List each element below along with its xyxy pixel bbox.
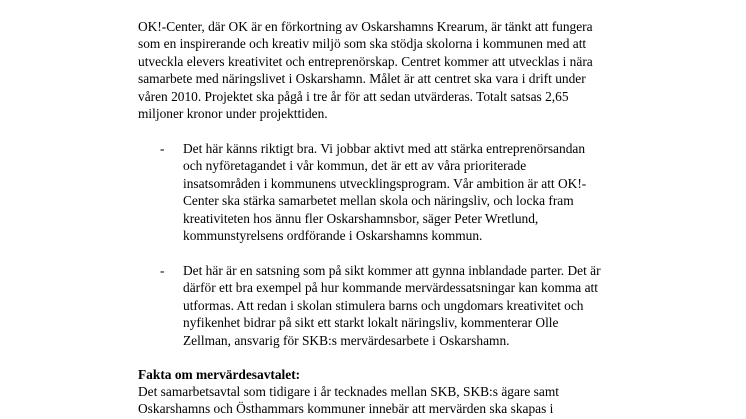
quote-text: Det här är en satsning som på sikt kommer att gynna inblandade parter. Det är därför ett bra exempel på hur kommande mervärdessatsningar kan komma att utformas. Att redan i skolan stimulera barns och ungdomars kreativitet och nyfikenhet bidrar på sikt ett starkt lokalt näringsliv, kommenterar Olle Zellman, ansvarig för SKB:s mervärdesarbete i Oskarshamn.	[183, 263, 601, 348]
intro-paragraph: OK!-Center, där OK är en förkortning av Oskarshamns Krearum, är tänkt att fungera som en inspirerande och kreativ miljö som ska stödja skolorna i kommunen med att utveckla elevers kreativitet och entreprenörskap. Centret kommer att utvecklas i nära samarbete med näringslivet i Oskarshamn. Målet är att centret ska vara i drift under våren 2010. Projektet ska pågå i tre år för att sedan utvärderas. Totalt satsas 2,65 miljoner kronor under projekttiden.	[138, 19, 593, 122]
bullet-marker: -	[160, 141, 165, 156]
bullet-marker: -	[160, 263, 165, 278]
facts-body: Det samarbetsavtal som tidigare i år tecknades mellan SKB, SKB:s ägare samt Oskarshamns och Östhammars kommuner innebär att mervärden ska skapas i	[138, 384, 559, 417]
quote-text: Det här känns riktigt bra. Vi jobbar aktivt med att stärka entreprenörsandan och nyföretagandet i vår kommun, det är ett av våra prioriterade insatsområden i kommunens utvecklingsprogram. Vår ambition är att OK!- Center ska stärka samarbetet mellan skola och näringsliv, och locka fram kreativiteten hos ännu fler Oskarshamnsbor, säger Peter Wretlund, kommunstyrelsens ordförande i Oskarshamns kommun.	[183, 141, 587, 244]
facts-heading: Fakta om mervärdesavtalet:	[138, 367, 301, 382]
